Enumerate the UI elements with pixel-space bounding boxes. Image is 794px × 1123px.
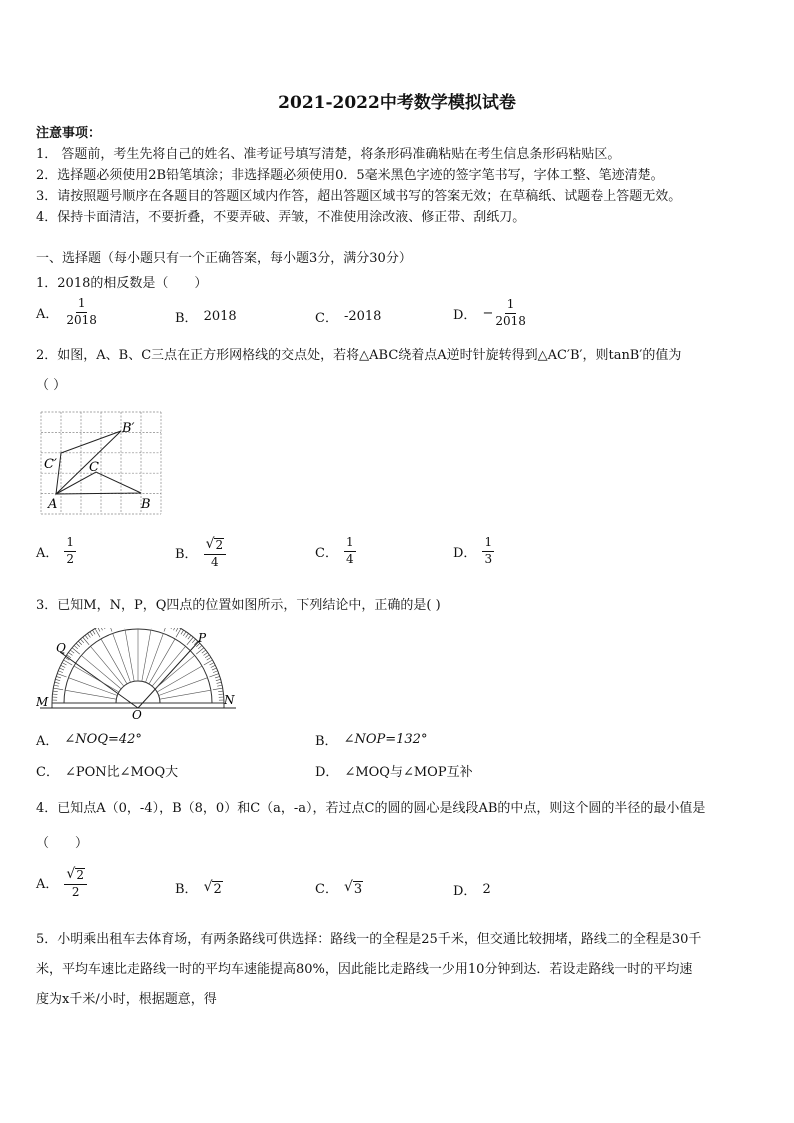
protractor-guide-line — [90, 646, 123, 686]
option-label: D． — [315, 765, 339, 780]
triangle-abc — [56, 472, 141, 494]
protractor-tick — [58, 671, 63, 673]
protractor-tick — [210, 663, 214, 665]
protractor-tick — [80, 639, 83, 643]
sqrt: √ 2 — [205, 536, 224, 552]
fraction: $\frac{1}{4}$ — [345, 535, 354, 566]
protractor-tick — [55, 682, 60, 683]
label-n: N — [224, 693, 235, 707]
option-label: B． — [175, 882, 198, 897]
q4-option-c[interactable] — [315, 878, 363, 897]
protractor-tick — [76, 643, 80, 646]
fraction: $\frac{1}{2}$ — [66, 535, 75, 566]
q1-option-c[interactable]: C． -2018 — [315, 309, 382, 326]
protractor-tick — [109, 628, 112, 632]
protractor-tick — [92, 630, 95, 634]
protractor-tick — [68, 652, 72, 655]
label-b: B — [141, 497, 151, 512]
protractor-guide-line — [152, 646, 185, 686]
protractor-tick — [198, 645, 202, 648]
protractor-tick — [83, 637, 89, 645]
protractor-tick — [171, 628, 173, 629]
option-label: B． — [175, 311, 198, 326]
q3-stem: 3．已知M，N，P，Q四点的位置如图所示，下列结论中，正确的是( ) — [36, 598, 441, 613]
sqrt: √ 2 — [203, 878, 222, 897]
q5-line-2: 米，平均车速比走路线一时的平均车速能提高80%，因此能比走路线一少用10分钟到达．若设走路线一时的平均速 — [36, 962, 693, 977]
q3-option-d[interactable]: D． ∠MOQ与∠MOP互补 — [315, 761, 473, 780]
option-label: C． — [315, 311, 338, 326]
protractor-tick — [70, 650, 74, 653]
option-label: B． — [315, 734, 338, 749]
option-label: C． — [36, 765, 59, 780]
protractor-tick — [204, 652, 208, 655]
label-c: C — [89, 460, 99, 475]
protractor-tick — [183, 632, 186, 636]
protractor-guide-line — [65, 690, 116, 699]
protractor-tick — [164, 628, 167, 632]
q4-option-d[interactable]: D． 2 — [453, 882, 491, 899]
protractor-guide-line — [155, 655, 195, 688]
notice-item-1: 1． 答题前，考生先将自己的姓名、准考证号填写清楚，将条形码准确粘贴在考生信息条形码粘贴区。 — [36, 147, 621, 162]
protractor-tick — [209, 674, 218, 677]
protractor-tick — [100, 628, 102, 630]
q1-option-a[interactable] — [36, 297, 99, 328]
protractor-tick — [213, 671, 218, 673]
protractor-tick — [85, 635, 88, 639]
protractor-tick — [72, 648, 80, 654]
label-c-prime: C′ — [44, 457, 57, 472]
protractor-tick — [215, 676, 220, 678]
label-q: Q — [56, 641, 66, 655]
q2-option-a[interactable] — [36, 536, 76, 567]
protractor-tick — [212, 668, 217, 670]
protractor-tick — [59, 668, 64, 670]
protractor-tick — [56, 676, 61, 678]
sqrt: √ 3 — [343, 878, 363, 897]
label-o: O — [132, 708, 142, 720]
option-label: A． — [36, 877, 59, 893]
protractor-tick — [217, 685, 222, 686]
protractor-tick — [61, 665, 65, 667]
protractor-guide-line — [160, 690, 211, 699]
protractor-tick — [219, 694, 224, 695]
fraction: $\frac{1}{2018}$ — [66, 296, 97, 327]
protractor-tick — [187, 637, 193, 645]
option-label: D． — [453, 545, 477, 561]
protractor-guide-line — [125, 630, 134, 681]
protractor-tick — [176, 628, 178, 631]
label-m: M — [36, 695, 49, 709]
protractor-tick — [211, 665, 215, 667]
fraction: $\frac{1}{2018}$ — [495, 297, 526, 328]
protractor-tick — [207, 657, 211, 660]
protractor-tick — [217, 682, 222, 683]
q1-stem: 1．2018的相反数是（ ） — [36, 276, 208, 291]
sqrt: √ 2 — [66, 866, 84, 882]
protractor-tick — [78, 641, 81, 645]
protractor-tick — [62, 663, 66, 665]
q5-line-1: 5．小明乘出租车去体育场，有两条路线可供选择：路线一的全程是25千米，但交通比较拥堵，路线二的全程是30千 — [36, 932, 702, 947]
protractor-tick — [186, 633, 189, 637]
protractor-tick — [54, 685, 59, 686]
q3-option-c[interactable]: C． ∠PON比∠MOQ大 — [36, 761, 178, 780]
option-label: C． — [315, 545, 338, 561]
q1-option-d[interactable]: D． − $\frac{1}{2018}$ — [453, 297, 526, 328]
q4-stem: 4．已知点A（0，-4），B（8，0）和C（a，-a），若过点C的圆的圆心是线段AB的中点，则这个圆的半径的最小值是 — [36, 801, 706, 816]
q2-stem: 2．如图，A、B、C三点在正方形网格线的交点处，若将△ABC绕着点A逆时针旋转得到△AC′B′，则tanB′的值为 — [36, 348, 682, 363]
option-label: D． — [453, 307, 477, 323]
notice-item-3: 3．请按照题号顺序在各题目的答题区域内作答，超出答题区域书写的答案无效；在草稿纸、试题卷上答题无效。 — [36, 189, 682, 204]
section-heading: 一、选择题（每小题只有一个正确答案，每小题3分，满分30分） — [36, 251, 412, 266]
fraction: $\frac{1}{3}$ — [484, 535, 493, 566]
q3-protractor-figure — [36, 628, 241, 720]
protractor-tick — [188, 635, 191, 639]
option-label: A． — [36, 734, 59, 749]
protractor-tick — [98, 628, 100, 631]
option-label: A． — [36, 306, 59, 322]
option-label: B． — [175, 547, 198, 563]
protractor-tick — [213, 688, 223, 690]
notice-heading: 注意事项： — [36, 126, 102, 141]
q3-option-b[interactable]: B． ∠NOP=132° — [315, 732, 428, 749]
protractor-tick — [53, 688, 63, 690]
protractor-tick — [196, 648, 204, 654]
protractor-tick — [55, 679, 60, 680]
protractor-guide-line — [142, 630, 151, 681]
protractor-tick — [52, 694, 57, 695]
protractor-tick — [205, 655, 209, 658]
protractor-tick — [216, 679, 221, 680]
q2-option-c[interactable] — [315, 536, 356, 567]
fraction: √ 2 2 — [64, 866, 87, 900]
q4-option-a[interactable] — [36, 866, 87, 900]
protractor-tick — [218, 691, 223, 692]
q2-option-d[interactable] — [453, 536, 494, 567]
protractor-tick — [74, 645, 78, 648]
protractor-tick — [103, 628, 105, 629]
label-p: P — [198, 631, 207, 645]
option-label: A． — [36, 545, 59, 561]
protractor-tick — [192, 639, 195, 643]
protractor-tick — [53, 691, 58, 692]
protractor-tick — [87, 633, 90, 637]
q3-option-a[interactable]: A． ∠NOQ=42° — [36, 732, 142, 749]
q2-stem-cont: （ ） — [36, 378, 67, 393]
protractor-tick — [90, 632, 93, 636]
page-title: 2021-2022中考数学模拟试卷 — [278, 93, 516, 113]
notice-item-2: 2．选择题必须使用2B铅笔填涂；非选择题必须使用0．5毫米黑色字迹的签字笔书写，字体工整、笔迹清楚。 — [36, 168, 664, 183]
q1-option-b[interactable]: B． 2018 — [175, 309, 237, 326]
protractor-tick — [57, 674, 66, 677]
label-b-prime: B′ — [122, 421, 135, 436]
notice-item-4: 4．保持卡面清洁，不要折叠，不要弄破、弄皱，不准使用涂改液、修正带、刮纸刀。 — [36, 210, 526, 225]
q5-line-3: 度为x千米/小时，根据题意，得 — [36, 992, 217, 1007]
q4-stem-cont: （ ） — [36, 836, 89, 851]
fraction: √ 2 4 — [204, 536, 227, 570]
label-a: A — [48, 497, 58, 512]
option-label: C． — [315, 882, 338, 897]
protractor-tick — [202, 650, 206, 653]
ray-oq — [60, 652, 138, 708]
option-label: D． — [453, 884, 477, 899]
q4-option-b[interactable] — [175, 878, 223, 897]
protractor-tick — [174, 628, 176, 630]
q2-option-b[interactable] — [175, 536, 226, 570]
q2-grid-figure — [40, 411, 162, 515]
protractor-tick — [181, 630, 184, 634]
